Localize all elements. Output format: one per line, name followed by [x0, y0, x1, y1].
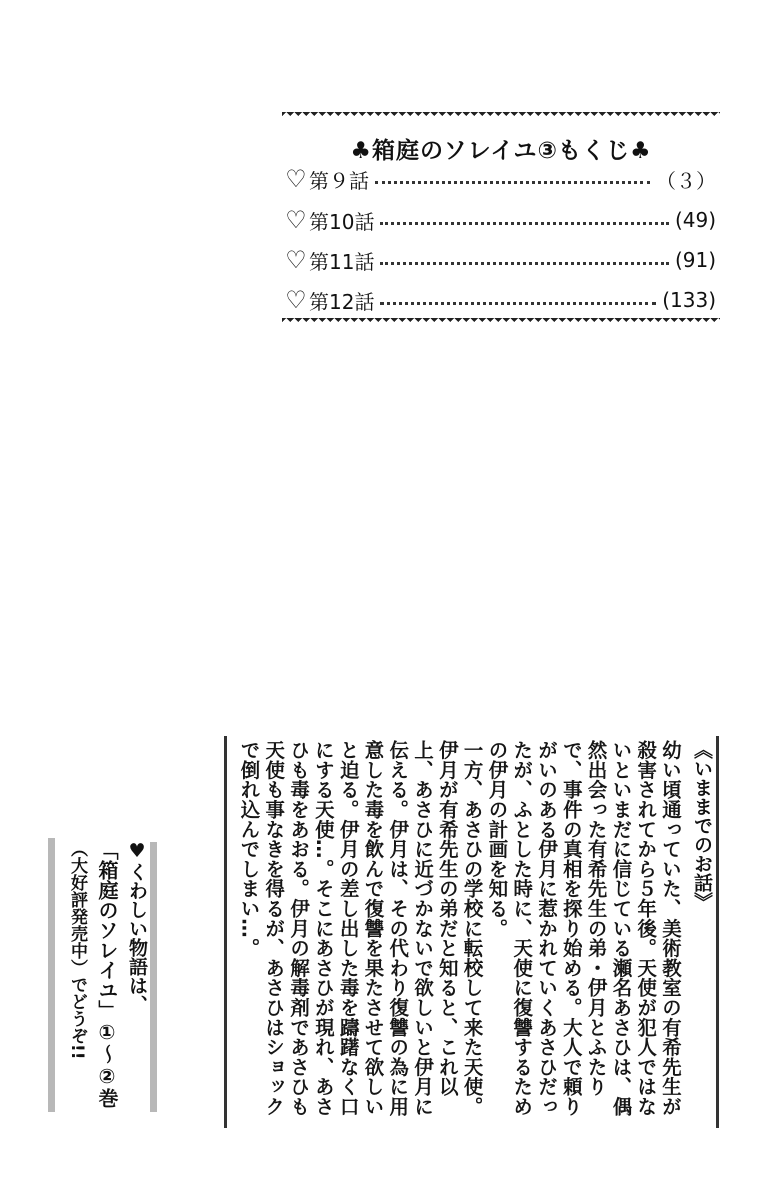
toc-chapter-label: 第12話	[309, 289, 375, 314]
leader-dots	[380, 262, 668, 265]
side-note-line: ♥くわしい物語は、	[126, 840, 148, 1014]
table-of-contents	[282, 112, 720, 326]
toc-entry-ch12[interactable]	[284, 285, 716, 315]
toc-page-number: (49)	[674, 208, 716, 232]
side-note-bar-left	[48, 838, 55, 1112]
toc-page-number: (133)	[662, 288, 716, 312]
toc-chapter-label: 第11話	[309, 249, 375, 274]
toc-page-number: (91)	[674, 248, 716, 272]
toc-entry-ch11[interactable]	[284, 245, 716, 275]
heart-icon: ♡	[285, 246, 307, 274]
toc-entry-ch9[interactable]	[284, 164, 716, 194]
leader-dots	[380, 222, 668, 225]
story-paragraph: 一方、あさひの学校に転校して来た天使。伊月が有希先生の弟だと知ると、これ以上、あさひに近づかないで欲しいと伊月に伝える。伊月は、その代わり復讐の為に用意した毒を飲んで復讐を果たさせて欲しいと迫る。伊月の差し出した毒を躊躇なく口にする天使…。そこにあさひが現れ、あさひも毒をあおる。伊月の解毒剤であさひも天使も事なきを得るが、あさひはショックで倒れ込んでしまい…。	[237, 740, 484, 1117]
zigzag-border-top	[282, 112, 720, 120]
zigzag-border-bottom	[282, 318, 720, 326]
story-rule-left	[224, 736, 227, 1128]
toc-page-number: （３）	[656, 168, 716, 193]
heart-icon: ♡	[285, 165, 307, 193]
leader-dots	[375, 181, 650, 184]
side-note-line: 「箱庭のソレイユ」①〜②巻	[95, 840, 119, 1108]
toc-chapter-label: 第10話	[309, 209, 375, 234]
story-rule-right	[716, 736, 719, 1128]
toc-entry-ch10[interactable]	[284, 205, 716, 235]
story-body	[230, 740, 682, 1124]
heart-icon: ♡	[285, 286, 307, 314]
side-note	[60, 840, 152, 1110]
leader-dots	[380, 302, 656, 305]
side-note-line: （大好評発売中）でどうぞ!!	[67, 840, 87, 1060]
toc-chapter-label: 第９話	[309, 168, 369, 193]
heart-icon: ♡	[285, 206, 307, 234]
story-heading: 《いままでのお話》	[691, 740, 713, 911]
toc-title: ♣箱庭のソレイユ③もくじ♣	[350, 138, 652, 164]
story-paragraph: 幼い頃通っていた、美術教室の有希先生が殺害されてから５年後。天使が犯人ではないといまだに信じている瀬名あさひは、偶然出会った有希先生の弟・伊月とふたりで、事件の真相を探り始める。大人で頼りがいのある伊月に惹かれていくあさひだったが、ふとした時に、天使に復讐するための伊月の計画を知る。	[485, 740, 682, 1117]
